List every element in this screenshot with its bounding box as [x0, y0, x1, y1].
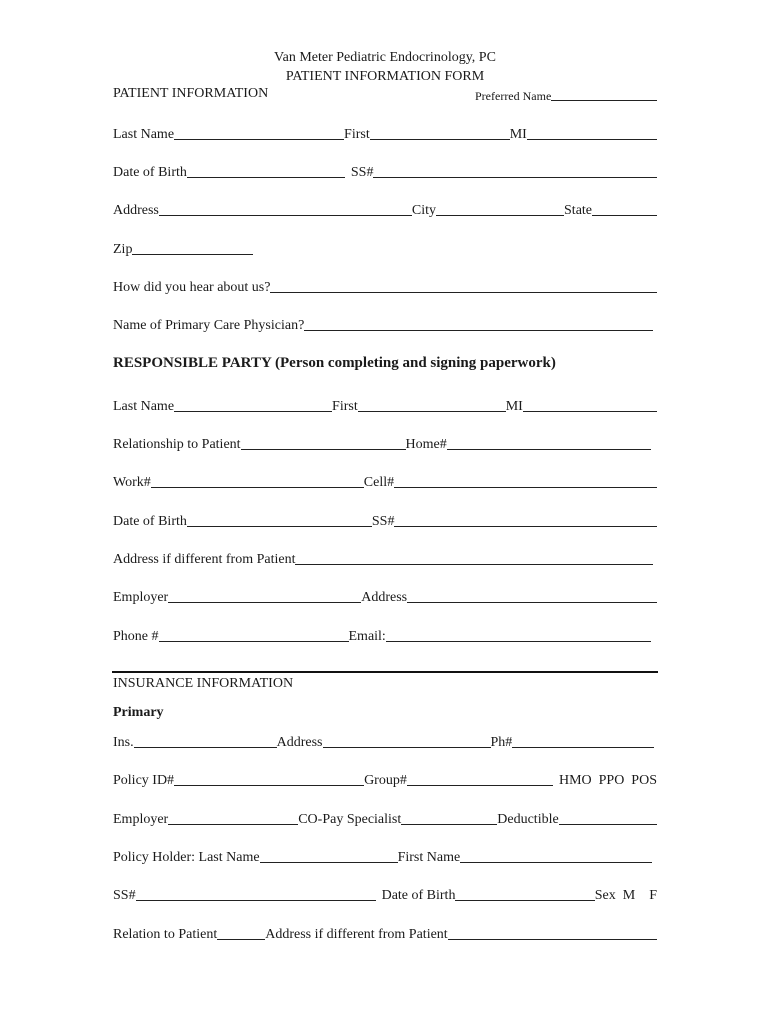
- rp-dob-label: Date of Birth: [113, 514, 187, 529]
- policy-id-label: Policy ID#: [113, 773, 175, 788]
- rp-email-field[interactable]: [386, 641, 651, 642]
- responsible-party-heading: RESPONSIBLE PARTY (Person completing and signing paperwork): [113, 355, 556, 371]
- form-title: PATIENT INFORMATION FORM: [285, 69, 485, 84]
- holder-last-name-label: Policy Holder: Last Name: [113, 850, 260, 865]
- rp-relationship-label: Relationship to Patient: [113, 437, 241, 452]
- ins-address-diff-field[interactable]: [448, 939, 657, 940]
- address-field[interactable]: [159, 215, 412, 216]
- city-field[interactable]: [436, 215, 564, 216]
- ins-employer-field[interactable]: [168, 824, 298, 825]
- rp-dob-row: [113, 510, 657, 530]
- zip-field[interactable]: [132, 254, 253, 255]
- rp-last-name-label: Last Name: [113, 399, 175, 414]
- pcp-field[interactable]: [304, 330, 653, 331]
- rp-employer-field[interactable]: [168, 602, 361, 603]
- dob-label: Date of Birth: [113, 165, 187, 180]
- hear-about-field[interactable]: [270, 292, 657, 293]
- practice-name: Van Meter Pediatric Endocrinology, PC: [274, 50, 496, 65]
- rp-relationship-row: [113, 433, 651, 453]
- ins-address-label: Address: [276, 735, 323, 750]
- state-label: State: [564, 203, 593, 218]
- plan-type-options[interactable]: HMO PPO POS: [558, 773, 657, 788]
- rp-employer-row: [113, 586, 657, 606]
- rp-ss-field[interactable]: [394, 526, 657, 527]
- first-name-label: First: [344, 127, 370, 142]
- holder-ss-field[interactable]: [136, 900, 376, 901]
- holder-first-name-field[interactable]: [460, 862, 652, 863]
- rp-phone-label: Phone #: [113, 629, 159, 644]
- rp-email-label: Email:: [348, 629, 386, 644]
- rp-dob-field[interactable]: [187, 526, 372, 527]
- rp-work-label: Work#: [113, 475, 151, 490]
- ss-label: SS#: [350, 165, 374, 180]
- rp-cell-label: Cell#: [363, 475, 395, 490]
- holder-ss-row: [113, 884, 657, 904]
- rp-work-field[interactable]: [151, 487, 364, 488]
- primary-insurance-heading: Primary: [113, 705, 164, 720]
- pcp-label: Name of Primary Care Physician?: [113, 318, 305, 333]
- rp-first-field[interactable]: [358, 411, 506, 412]
- ins-row: [113, 731, 654, 751]
- policy-id-field[interactable]: [174, 785, 364, 786]
- zip-label: Zip: [113, 242, 133, 257]
- policy-holder-row: [113, 846, 652, 866]
- rp-mi-label: MI: [505, 399, 523, 414]
- ins-ph-label: Ph#: [490, 735, 513, 750]
- copay-field[interactable]: [401, 824, 497, 825]
- group-label: Group#: [364, 773, 407, 788]
- deductible-label: Deductible: [497, 812, 559, 827]
- last-name-label: Last Name: [113, 127, 175, 142]
- ins-employer-row: [113, 808, 657, 828]
- patient-zip-row: [113, 238, 253, 258]
- rp-name-row: [113, 395, 657, 415]
- preferred-name-field[interactable]: [551, 100, 657, 101]
- copay-label: CO-Pay Specialist: [298, 812, 402, 827]
- dob-field[interactable]: [187, 177, 345, 178]
- insurance-heading: INSURANCE INFORMATION: [113, 676, 294, 691]
- preferred-name-label: Preferred Name: [475, 89, 552, 103]
- mi-label: MI: [509, 127, 527, 142]
- rp-relationship-field[interactable]: [241, 449, 406, 450]
- rp-last-name-field[interactable]: [174, 411, 332, 412]
- ss-field[interactable]: [373, 177, 657, 178]
- section-divider: [112, 671, 658, 673]
- relation-label: Relation to Patient: [113, 927, 218, 942]
- rp-home-field[interactable]: [447, 449, 651, 450]
- rp-contact-row: [113, 625, 651, 645]
- preferred-name-row: [475, 84, 657, 104]
- rp-address-diff-field[interactable]: [295, 564, 653, 565]
- rp-ss-label: SS#: [371, 514, 395, 529]
- sex-options[interactable]: Sex M F: [594, 888, 657, 903]
- ins-address-diff-label: Address if different from Patient: [265, 927, 448, 942]
- policy-row: [113, 769, 657, 789]
- holder-dob-field[interactable]: [455, 900, 594, 901]
- mi-field[interactable]: [527, 139, 657, 140]
- ins-ph-field[interactable]: [512, 747, 654, 748]
- city-label: City: [411, 203, 437, 218]
- referral-row: [113, 276, 657, 296]
- holder-dob-label: Date of Birth: [381, 888, 456, 903]
- holder-ss-label: SS#: [113, 888, 136, 903]
- state-field[interactable]: [592, 215, 657, 216]
- ins-label: Ins.: [113, 735, 134, 750]
- rp-address-diff-row: [113, 548, 653, 568]
- first-name-field[interactable]: [370, 139, 510, 140]
- deductible-field[interactable]: [559, 824, 657, 825]
- ins-employer-label: Employer: [113, 812, 169, 827]
- relation-row: [113, 923, 657, 943]
- rp-employer-address-label: Address: [361, 590, 408, 605]
- rp-phones-row: [113, 471, 657, 491]
- relation-field[interactable]: [217, 939, 265, 940]
- patient-address-row: [113, 199, 657, 219]
- rp-mi-field[interactable]: [523, 411, 657, 412]
- holder-last-name-field[interactable]: [260, 862, 398, 863]
- address-label: Address: [113, 203, 159, 218]
- ins-address-field[interactable]: [323, 747, 491, 748]
- patient-dob-row: [113, 161, 657, 181]
- ins-field[interactable]: [134, 747, 277, 748]
- patient-information-heading: PATIENT INFORMATION: [113, 86, 269, 101]
- rp-first-label: First: [332, 399, 358, 414]
- rp-employer-address-field[interactable]: [407, 602, 657, 603]
- hear-about-label: How did you hear about us?: [113, 280, 271, 295]
- rp-cell-field[interactable]: [394, 487, 657, 488]
- pcp-row: [113, 314, 653, 334]
- form-header: [0, 48, 770, 86]
- rp-phone-field[interactable]: [159, 641, 349, 642]
- holder-first-name-label: First Name: [397, 850, 461, 865]
- group-field[interactable]: [407, 785, 553, 786]
- patient-name-row: [113, 123, 657, 143]
- rp-address-diff-label: Address if different from Patient: [113, 552, 296, 567]
- rp-employer-label: Employer: [113, 590, 169, 605]
- last-name-field[interactable]: [174, 139, 344, 140]
- rp-home-label: Home#: [405, 437, 447, 452]
